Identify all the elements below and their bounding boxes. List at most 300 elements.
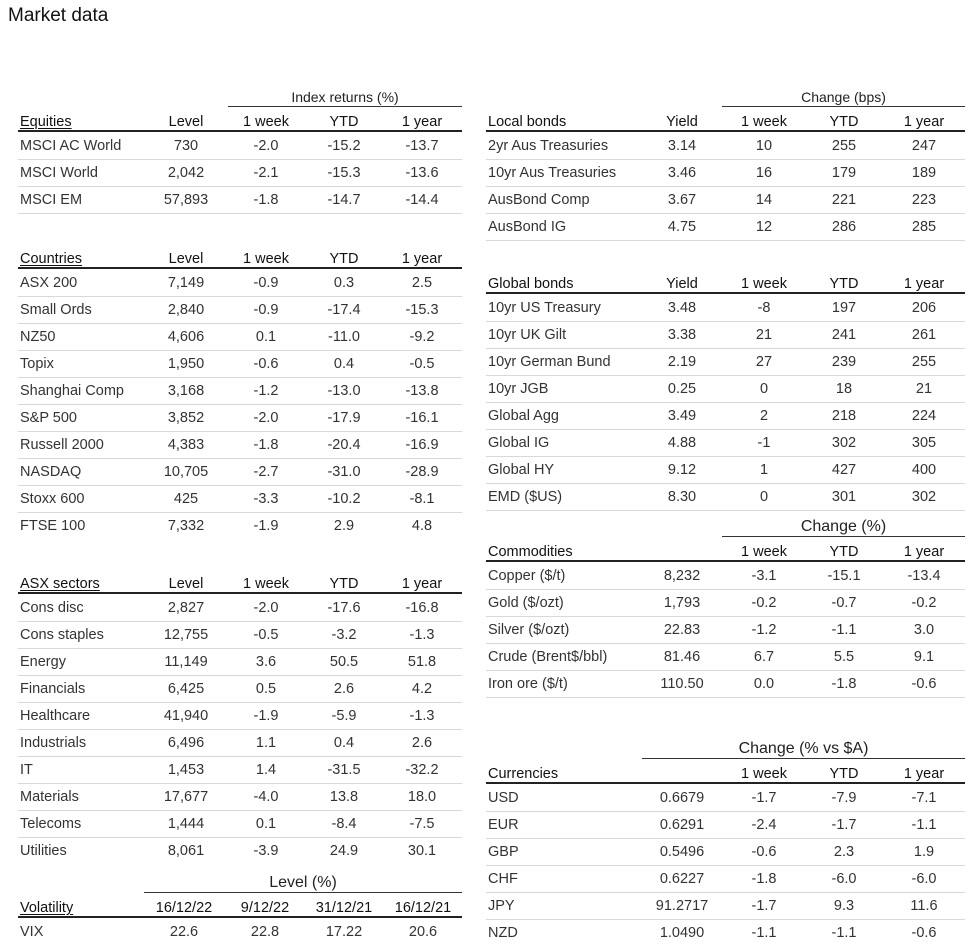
table-row <box>486 643 965 671</box>
table-row <box>18 269 462 297</box>
table-cell: -13.4 <box>907 568 941 584</box>
table-row <box>486 562 965 590</box>
table-cell: 206 <box>911 300 937 316</box>
table-cell: 17,677 <box>163 789 209 805</box>
table-cell: 0.4 <box>333 356 355 372</box>
row-label: Materials <box>20 789 79 805</box>
table-row <box>18 323 462 351</box>
table-cell: -8.4 <box>331 816 357 832</box>
table-cell: 223 <box>911 192 937 208</box>
table-cell: 8,232 <box>663 568 701 584</box>
row-label: 10yr German Bund <box>488 354 611 370</box>
table-cell: 3.49 <box>667 408 697 424</box>
table-row <box>486 348 965 376</box>
table-cell: -1.8 <box>253 192 279 208</box>
table-row <box>18 621 462 649</box>
volatility-group-label: Level (%) <box>144 874 462 893</box>
table-cell: 4.75 <box>667 219 697 235</box>
global-bonds-table <box>486 268 965 510</box>
global-bonds-label: Global bonds <box>488 276 574 292</box>
table-cell: 2.6 <box>333 681 355 697</box>
row-label: GBP <box>488 844 519 860</box>
table-cell: 302 <box>831 435 857 451</box>
table-cell: -1.1 <box>831 622 857 638</box>
table-row <box>486 892 965 920</box>
table-cell: 9.12 <box>667 462 697 478</box>
table-cell: 0.6227 <box>659 871 705 887</box>
table-cell: 3.67 <box>667 192 697 208</box>
table-cell: -0.2 <box>751 595 777 611</box>
table-cell: 189 <box>911 165 937 181</box>
row-label: Cons staples <box>20 627 104 643</box>
table-cell: -1.9 <box>253 518 279 534</box>
table-cell: -15.2 <box>327 138 361 154</box>
row-label: Global HY <box>488 462 555 478</box>
table-cell: 3.0 <box>913 622 935 638</box>
table-row <box>486 784 965 812</box>
table-row <box>486 429 965 457</box>
table-row <box>18 837 462 864</box>
table-cell: 18 <box>835 381 853 397</box>
table-row <box>486 670 965 698</box>
table-row <box>18 350 462 378</box>
table-cell: 197 <box>831 300 857 316</box>
table-cell: 2.19 <box>667 354 697 370</box>
table-cell: -2.4 <box>751 817 777 833</box>
table-cell: -0.6 <box>253 356 279 372</box>
row-label: Small Ords <box>20 302 92 318</box>
table-cell: -17.9 <box>327 410 361 426</box>
table-cell: -1.1 <box>911 817 937 833</box>
table-row <box>486 132 965 160</box>
row-label: Global IG <box>488 435 550 451</box>
table-cell: 425 <box>173 491 199 507</box>
table-cell: -8 <box>757 300 771 316</box>
table-cell: 4,606 <box>167 329 205 345</box>
table-row <box>18 756 462 784</box>
table-cell: 0.1 <box>255 816 277 832</box>
table-cell: 2 <box>759 408 769 424</box>
table-row <box>18 404 462 432</box>
row-label: Telecoms <box>20 816 82 832</box>
row-label: 2yr Aus Treasuries <box>488 138 609 154</box>
table-cell: 0.0 <box>753 676 775 692</box>
table-cell: 305 <box>911 435 937 451</box>
commodities-header: Commodities 1 week YTD 1 year <box>486 536 965 562</box>
table-row <box>486 483 965 511</box>
row-label: Gold ($/ozt) <box>488 595 564 611</box>
countries-header: Countries Level 1 week YTD 1 year <box>18 243 462 269</box>
table-row <box>18 675 462 703</box>
row-label: VIX <box>20 924 44 940</box>
table-cell: 3.46 <box>667 165 697 181</box>
table-cell: 6,496 <box>167 735 205 751</box>
table-cell: 241 <box>831 327 857 343</box>
table-cell: 21 <box>915 381 933 397</box>
table-cell: -0.6 <box>751 844 777 860</box>
col-1year: 1 year <box>401 114 443 130</box>
table-cell: -2.0 <box>253 410 279 426</box>
col-ytd: YTD <box>329 114 359 130</box>
row-label: Industrials <box>20 735 87 751</box>
table-cell: 1.0490 <box>659 925 705 941</box>
row-label: 10yr US Treasury <box>488 300 601 316</box>
table-row <box>18 783 462 811</box>
table-row <box>486 865 965 893</box>
table-cell: 0 <box>759 489 769 505</box>
row-label: Silver ($/ozt) <box>488 622 570 638</box>
table-cell: 285 <box>911 219 937 235</box>
table-cell: -6.0 <box>911 871 937 887</box>
table-cell: -1.7 <box>831 817 857 833</box>
table-cell: -3.3 <box>253 491 279 507</box>
table-row <box>18 594 462 622</box>
equities-label: Equities <box>20 114 72 130</box>
table-cell: -1.3 <box>409 708 435 724</box>
table-cell: 427 <box>831 462 857 478</box>
equities-group-label: Index returns (%) <box>228 88 462 107</box>
table-cell: 286 <box>831 219 857 235</box>
table-cell: 301 <box>831 489 857 505</box>
local-bonds-group-label: Change (bps) <box>722 88 965 107</box>
table-cell: -1.9 <box>253 708 279 724</box>
table-row <box>18 296 462 324</box>
table-row <box>486 186 965 214</box>
table-cell: -3.1 <box>751 568 777 584</box>
row-label: NZ50 <box>20 329 56 345</box>
local-bonds-header: Local bonds Yield 1 week YTD 1 year <box>486 106 965 132</box>
row-label: JPY <box>488 898 515 914</box>
table-row <box>18 918 462 945</box>
asx-sectors-header: ASX sectors Level 1 week YTD 1 year <box>18 568 462 594</box>
countries-table <box>18 243 462 541</box>
table-cell: 11,149 <box>164 654 208 670</box>
row-label: Shanghai Comp <box>20 383 124 399</box>
table-cell: -2.1 <box>253 165 279 181</box>
row-label: ASX 200 <box>20 275 78 291</box>
table-cell: -2.7 <box>253 464 279 480</box>
table-cell: -3.9 <box>253 843 279 859</box>
commodities-table <box>486 518 965 702</box>
equities-table <box>18 88 462 220</box>
table-cell: -4.0 <box>253 789 279 805</box>
table-cell: -0.6 <box>911 676 937 692</box>
asx-sectors-table <box>18 568 462 868</box>
table-row <box>18 485 462 513</box>
local-bonds-table <box>486 88 965 240</box>
table-row <box>18 810 462 838</box>
table-cell: -3.2 <box>331 627 357 643</box>
table-row <box>18 458 462 486</box>
equities-header <box>18 106 462 132</box>
row-label: Financials <box>20 681 86 697</box>
table-cell: -1.2 <box>253 383 279 399</box>
table-cell: -13.7 <box>405 138 439 154</box>
table-cell: 400 <box>911 462 937 478</box>
table-cell: 8,061 <box>167 843 205 859</box>
table-cell: -17.4 <box>327 302 361 318</box>
table-cell: -0.6 <box>911 925 937 941</box>
table-cell: 10,705 <box>163 464 209 480</box>
table-row <box>486 616 965 644</box>
row-label: Healthcare <box>20 708 91 724</box>
table-cell: 16 <box>755 165 773 181</box>
table-row <box>18 702 462 730</box>
row-label: Global Agg <box>488 408 559 424</box>
table-cell: 3.6 <box>255 654 277 670</box>
row-label: EMD ($US) <box>488 489 563 505</box>
table-cell: -10.2 <box>327 491 361 507</box>
col-level: Level <box>168 114 204 130</box>
table-cell: 4.88 <box>667 435 697 451</box>
table-cell: 0.3 <box>333 275 355 291</box>
table-cell: -14.7 <box>327 192 361 208</box>
table-cell: -1.1 <box>831 925 857 941</box>
col-1week: 1 week <box>243 114 289 130</box>
table-cell: 0.5 <box>255 681 277 697</box>
table-cell: 14 <box>755 192 773 208</box>
row-label: USD <box>488 790 519 806</box>
table-cell: 2,042 <box>167 165 205 181</box>
table-cell: -1 <box>757 435 771 451</box>
table-cell: -1.8 <box>253 437 279 453</box>
currencies-group-label: Change (% vs $A) <box>642 740 965 759</box>
table-cell: -8.1 <box>409 491 435 507</box>
table-cell: -2.0 <box>253 138 279 154</box>
table-cell: 13.8 <box>329 789 359 805</box>
row-label: Cons disc <box>20 600 84 616</box>
global-bonds-header: Global bonds Yield 1 week YTD 1 year <box>486 268 965 294</box>
table-row <box>486 589 965 617</box>
table-cell: 5.5 <box>833 649 855 665</box>
table-row <box>18 512 462 539</box>
row-label: MSCI AC World <box>20 138 122 154</box>
table-cell: -1.8 <box>751 871 777 887</box>
volatility-header: Volatility 16/12/22 9/12/22 31/12/21 16/12/21 <box>18 892 462 918</box>
row-label: Crude (Brent$/bbl) <box>488 649 608 665</box>
table-cell: 27 <box>755 354 773 370</box>
table-cell: -1.1 <box>751 925 777 941</box>
table-cell: -15.3 <box>405 302 439 318</box>
table-cell: 2,840 <box>167 302 205 318</box>
table-cell: 0.5496 <box>659 844 705 860</box>
table-cell: -0.7 <box>831 595 857 611</box>
row-label: 10yr Aus Treasuries <box>488 165 617 181</box>
row-label: AusBond Comp <box>488 192 590 208</box>
row-label: EUR <box>488 817 519 833</box>
table-cell: 57,893 <box>163 192 209 208</box>
table-cell: 3,168 <box>167 383 205 399</box>
table-cell: 7,149 <box>167 275 205 291</box>
table-row <box>18 431 462 459</box>
table-row <box>18 729 462 757</box>
table-row <box>486 213 965 241</box>
table-cell: 302 <box>911 489 937 505</box>
table-cell: -31.0 <box>327 464 361 480</box>
table-cell: -2.0 <box>253 600 279 616</box>
volatility-label: Volatility <box>20 900 74 916</box>
table-cell: -0.9 <box>253 302 279 318</box>
table-cell: 9.3 <box>833 898 855 914</box>
table-cell: 224 <box>911 408 937 424</box>
table-cell: 239 <box>831 354 857 370</box>
table-cell: 2.9 <box>333 518 355 534</box>
table-cell: -0.9 <box>253 275 279 291</box>
table-cell: 24.9 <box>329 843 359 859</box>
table-cell: -1.2 <box>751 622 777 638</box>
table-cell: 4,383 <box>167 437 205 453</box>
table-cell: 110.50 <box>660 676 704 692</box>
table-cell: 6,425 <box>167 681 205 697</box>
table-cell: 1,793 <box>663 595 701 611</box>
table-cell: 0.1 <box>255 329 277 345</box>
table-cell: -1.3 <box>409 627 435 643</box>
table-row <box>486 159 965 187</box>
table-cell: 10 <box>755 138 773 154</box>
table-row <box>486 456 965 484</box>
table-cell: -13.6 <box>405 165 439 181</box>
row-label: NZD <box>488 925 518 941</box>
table-cell: 0.25 <box>667 381 697 397</box>
table-cell: -6.0 <box>831 871 857 887</box>
row-label: S&P 500 <box>20 410 77 426</box>
table-cell: -20.4 <box>327 437 361 453</box>
row-label: Topix <box>20 356 54 372</box>
table-cell: -7.5 <box>409 816 435 832</box>
currencies-header: Currencies 1 week YTD 1 year <box>486 758 965 784</box>
table-cell: 218 <box>831 408 857 424</box>
table-cell: 3,852 <box>167 410 205 426</box>
table-cell: -14.4 <box>405 192 439 208</box>
commodities-group-label: Change (%) <box>722 518 965 537</box>
table-cell: -7.1 <box>911 790 937 806</box>
table-cell: 81.46 <box>663 649 701 665</box>
table-cell: 6.7 <box>753 649 775 665</box>
table-cell: 1,950 <box>167 356 205 372</box>
row-label: Utilities <box>20 843 67 859</box>
table-cell: 3.38 <box>667 327 697 343</box>
table-cell: 3.48 <box>667 300 697 316</box>
row-label: Energy <box>20 654 66 670</box>
table-cell: -5.9 <box>331 708 357 724</box>
row-label: MSCI World <box>20 165 98 181</box>
table-cell: 1,453 <box>167 762 205 778</box>
table-row <box>18 132 462 160</box>
table-cell: -1.8 <box>831 676 857 692</box>
table-cell: 247 <box>911 138 937 154</box>
table-cell: 2.6 <box>411 735 433 751</box>
table-cell: 2,827 <box>167 600 205 616</box>
table-cell: -13.8 <box>405 383 439 399</box>
table-cell: 9.1 <box>913 649 935 665</box>
table-row <box>486 375 965 403</box>
table-row <box>18 648 462 676</box>
row-label: Copper ($/t) <box>488 568 566 584</box>
table-cell: 11.6 <box>910 898 938 914</box>
table-cell: 1.9 <box>913 844 935 860</box>
table-cell: 2.3 <box>833 844 855 860</box>
table-cell: 730 <box>173 138 199 154</box>
local-bonds-label: Local bonds <box>488 114 567 130</box>
table-cell: -0.5 <box>409 356 435 372</box>
table-cell: -0.5 <box>253 627 279 643</box>
commodities-label: Commodities <box>488 544 573 560</box>
row-label: IT <box>20 762 33 778</box>
row-label: Iron ore ($/t) <box>488 676 568 692</box>
table-cell: 4.8 <box>411 518 433 534</box>
table-cell: 51.8 <box>407 654 437 670</box>
table-cell: 18.0 <box>407 789 437 805</box>
table-cell: -16.9 <box>405 437 439 453</box>
page-title: Market data <box>8 5 109 26</box>
table-cell: 3.14 <box>667 138 697 154</box>
row-label: Russell 2000 <box>20 437 104 453</box>
row-label: MSCI EM <box>20 192 83 208</box>
row-label: NASDAQ <box>20 464 82 480</box>
table-cell: 30.1 <box>407 843 437 859</box>
table-cell: -1.7 <box>751 898 777 914</box>
table-row <box>486 838 965 866</box>
table-cell: 1,444 <box>167 816 205 832</box>
row-label: 10yr JGB <box>488 381 549 397</box>
table-cell: -17.6 <box>327 600 361 616</box>
table-cell: 221 <box>831 192 857 208</box>
table-cell: -7.9 <box>831 790 857 806</box>
table-row <box>486 919 965 946</box>
table-cell: 1 <box>759 462 769 478</box>
table-cell: 2.5 <box>411 275 433 291</box>
table-cell: 21 <box>755 327 773 343</box>
table-row <box>486 294 965 322</box>
table-cell: -1.7 <box>751 790 777 806</box>
row-label: CHF <box>488 871 518 887</box>
table-cell: 0.6679 <box>659 790 705 806</box>
table-cell: -0.2 <box>911 595 937 611</box>
table-cell: -9.2 <box>409 329 435 345</box>
table-cell: 0.6291 <box>659 817 705 833</box>
table-row <box>18 377 462 405</box>
table-row <box>486 811 965 839</box>
table-cell: 179 <box>831 165 857 181</box>
table-cell: -16.8 <box>405 600 439 616</box>
table-row <box>486 402 965 430</box>
table-cell: 7,332 <box>167 518 205 534</box>
table-cell: -16.1 <box>405 410 439 426</box>
table-cell: -31.5 <box>327 762 361 778</box>
table-cell: 22.83 <box>663 622 701 638</box>
table-row <box>486 321 965 349</box>
table-cell: -11.0 <box>328 329 360 345</box>
table-row <box>18 186 462 214</box>
countries-label: Countries <box>20 251 83 267</box>
table-cell: 17.22 <box>325 924 363 940</box>
table-cell: 50.5 <box>329 654 359 670</box>
table-cell: 4.2 <box>411 681 433 697</box>
table-cell: 12,755 <box>163 627 209 643</box>
table-cell: 12 <box>755 219 773 235</box>
table-cell: 22.8 <box>250 924 280 940</box>
table-cell: 0.4 <box>333 735 355 751</box>
table-cell: 1.4 <box>255 762 277 778</box>
table-cell: 8.30 <box>667 489 697 505</box>
currencies-label: Currencies <box>488 766 559 782</box>
table-cell: 255 <box>831 138 857 154</box>
table-cell: -32.2 <box>405 762 439 778</box>
table-cell: 0 <box>759 381 769 397</box>
table-cell: 20.6 <box>408 924 438 940</box>
row-label: AusBond IG <box>488 219 567 235</box>
table-cell: 1.1 <box>255 735 277 751</box>
